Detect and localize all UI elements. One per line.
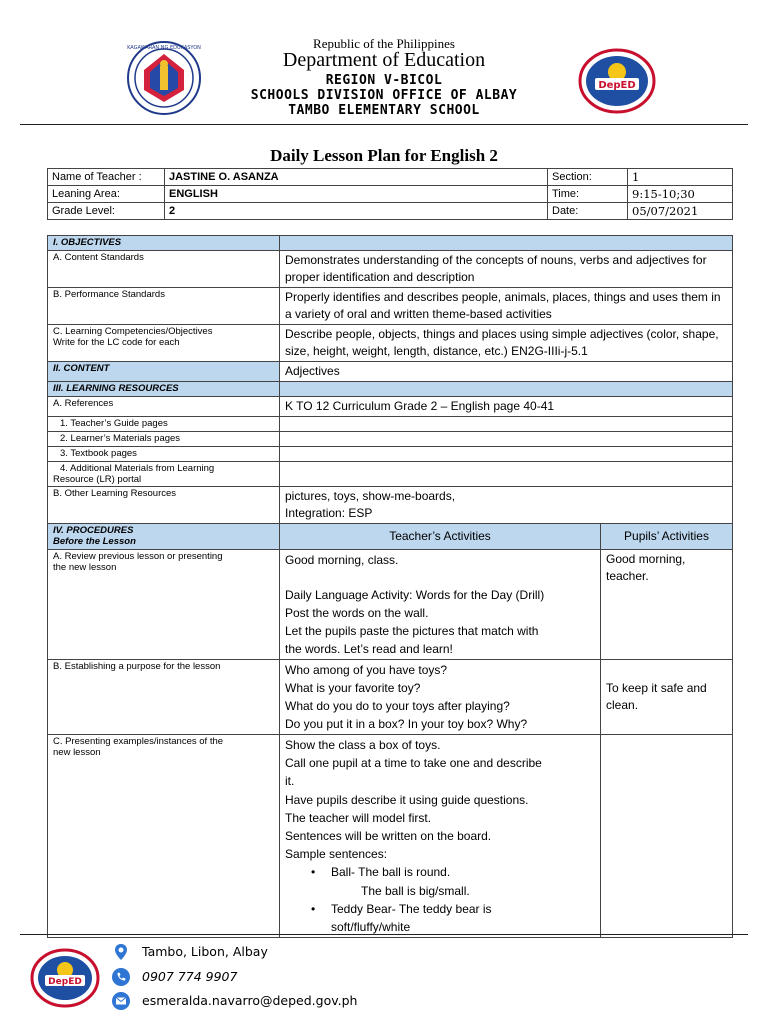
- purpose-teacher-line: Do you put it in a box? In your toy box? Why?: [285, 717, 528, 731]
- objectives-heading-blank: [280, 236, 733, 251]
- performance-standards-value: Properly identifies and describes people, animals, places, things and uses them in a variety of oral and written theme-based activities: [280, 288, 733, 325]
- learners-materials-value: [280, 432, 733, 447]
- content-heading: II. CONTENT: [48, 362, 280, 382]
- footer-divider: [20, 934, 748, 935]
- purpose-pupils-activities: [601, 660, 733, 735]
- purpose-teacher-line: What is your favorite toy?: [285, 681, 421, 695]
- school-line: TAMBO ELEMENTARY SCHOOL: [288, 103, 480, 118]
- textbook-pages-label: 3. Textbook pages: [48, 447, 280, 462]
- teachers-guide-value: [280, 417, 733, 432]
- section-label: Section:: [548, 169, 628, 186]
- performance-standards-label: B. Performance Standards: [48, 288, 280, 325]
- other-resources-label: B. Other Learning Resources: [48, 487, 280, 524]
- location-pin-icon: [112, 943, 130, 961]
- phone-icon: [112, 968, 130, 986]
- teacher-activities-header: Teacher’s Activities: [280, 524, 601, 550]
- teachers-guide-label: 1. Teacher’s Guide pages: [48, 417, 280, 432]
- presenting-teacher-line: The teacher will model first.: [285, 810, 432, 825]
- review-teacher-line: the words. Let’s read and learn!: [285, 642, 453, 656]
- procedures-heading: [48, 524, 280, 550]
- purpose-teacher-activities: [280, 660, 601, 735]
- content-standards-label: A. Content Standards: [48, 251, 280, 288]
- review-pupils-line1: Good morning,: [606, 552, 686, 566]
- header-divider: [20, 124, 748, 125]
- purpose-teacher-line: Who among of you have toys?: [285, 663, 448, 677]
- presenting-teacher-line: Sentences will be written on the board.: [285, 829, 492, 844]
- time-value: 9:15-10;30: [628, 186, 733, 203]
- review-label: [48, 550, 280, 660]
- competencies-label-line1: C. Learning Competencies/Objectives: [53, 326, 213, 337]
- republic-line: Republic of the Philippines: [313, 36, 455, 51]
- procedures-heading-line1: IV. PROCEDURES: [53, 525, 134, 536]
- purpose-label: B. Establishing a purpose for the lesson: [48, 660, 280, 735]
- sample-sentence-bullet: • Ball- The ball is round.: [285, 863, 595, 881]
- other-resources-line1: pictures, toys, show-me-boards,: [285, 489, 456, 503]
- presenting-teacher-line: Have pupils describe it using guide questions.: [285, 792, 529, 807]
- content-value: Adjectives: [280, 362, 733, 382]
- learners-materials-label: 2. Learner’s Materials pages: [48, 432, 280, 447]
- review-teacher-line: Good morning, class.: [285, 553, 399, 567]
- review-pupils-line2: teacher.: [606, 569, 649, 583]
- sample-sentence-bullet: • Teddy Bear- The teddy bear is: [285, 900, 595, 918]
- deped-logo: [578, 48, 656, 114]
- date-value: 05/07/2021: [628, 203, 733, 220]
- lesson-plan-table: [47, 235, 733, 938]
- resources-heading-blank: [280, 382, 733, 397]
- presenting-teacher-line: Sample sentences:: [285, 847, 388, 862]
- grade-value: 2: [165, 203, 548, 220]
- area-label: Leaning Area:: [48, 186, 165, 203]
- teacher-value: JASTINE O. ASANZA: [165, 169, 548, 186]
- phone-text: 0907 774 9907: [142, 969, 238, 984]
- content-standards-value: Demonstrates understanding of the concepts of nouns, verbs and adjectives for proper identification and description: [280, 251, 733, 288]
- presenting-teacher-line: it.: [285, 774, 295, 789]
- presenting-teacher-line: Call one pupil at a time to take one and describe: [285, 756, 542, 771]
- review-teacher-line: Daily Language Activity: Words for the Day (Drill): [285, 588, 545, 602]
- teacher-label: Name of Teacher :: [48, 169, 165, 186]
- review-label-line1: A. Review previous lesson or presenting: [53, 551, 223, 562]
- grade-label: Grade Level:: [48, 203, 165, 220]
- additional-materials-line2: Resource (LR) portal: [53, 474, 142, 485]
- pupils-activities-header: Pupils’ Activities: [601, 524, 733, 550]
- address-text: Tambo, Libon, Albay: [142, 944, 268, 959]
- email-text[interactable]: esmeralda.navarro@deped.gov.ph: [142, 993, 358, 1008]
- purpose-pupils-line1: To keep it safe and: [606, 681, 707, 695]
- review-teacher-line: Let the pupils paste the pictures that match with: [285, 624, 539, 638]
- other-resources-line2: Integration: ESP: [285, 506, 373, 520]
- objectives-heading: I. OBJECTIVES: [48, 236, 280, 251]
- presenting-pupils-activities: [601, 735, 733, 938]
- purpose-pupils-line2: clean.: [606, 698, 639, 712]
- presenting-label: [48, 735, 280, 938]
- review-pupils-activities: [601, 550, 733, 660]
- department-name: Department of Education: [282, 49, 486, 71]
- review-label-line2: the new lesson: [53, 562, 117, 573]
- before-lesson-heading: Before the Lesson: [53, 536, 136, 547]
- additional-materials-value: [280, 462, 733, 487]
- competencies-label: [48, 325, 280, 362]
- date-label: Date:: [548, 203, 628, 220]
- presenting-label-line1: C. Presenting examples/instances of the: [53, 736, 224, 747]
- review-teacher-activities: [280, 550, 601, 660]
- sample-sentence-continuation: soft/fluffy/white: [331, 920, 411, 935]
- teacher-info-table: [47, 168, 733, 220]
- presenting-label-line2: new lesson: [53, 747, 101, 758]
- resources-heading: III. LEARNING RESOURCES: [48, 382, 280, 397]
- references-label: A. References: [48, 397, 280, 417]
- other-resources-value: [280, 487, 733, 524]
- sample-sentence-continuation: The ball is big/small.: [361, 883, 470, 898]
- references-value: K TO 12 Curriculum Grade 2 – English page 40-41: [280, 397, 733, 417]
- svg-text:KAGAWARAN NG EDUKASYON: KAGAWARAN NG EDUKASYON: [127, 45, 201, 51]
- area-value: ENGLISH: [165, 186, 548, 203]
- purpose-teacher-line: What do you do to your toys after playing?: [285, 699, 510, 713]
- presenting-teacher-activities: [280, 735, 601, 938]
- plan-title: Daily Lesson Plan for English 2: [270, 146, 498, 165]
- presenting-teacher-line: Show the class a box of toys.: [285, 738, 441, 752]
- region-line: REGION V-BICOL: [325, 73, 443, 88]
- additional-materials-label: [48, 462, 280, 487]
- footer-logo-text: DepED: [48, 977, 82, 987]
- deped-logo-text: DepED: [598, 80, 636, 91]
- footer-deped-logo: [30, 948, 100, 1008]
- textbook-pages-value: [280, 447, 733, 462]
- review-teacher-line: Post the words on the wall.: [285, 606, 429, 620]
- envelope-icon: [112, 992, 130, 1010]
- division-line: SCHOOLS DIVISION OFFICE OF ALBAY: [250, 88, 518, 103]
- time-label: Time:: [548, 186, 628, 203]
- section-value: 1: [628, 169, 733, 186]
- additional-materials-line1: 4. Additional Materials from Learning: [60, 463, 215, 474]
- competencies-label-line2: Write for the LC code for each: [53, 337, 180, 348]
- competencies-value: Describe people, objects, things and places using simple adjectives (color, shape, size, height, weight, length, distance, etc.) EN2G-IIIi-j-5.1: [280, 325, 733, 362]
